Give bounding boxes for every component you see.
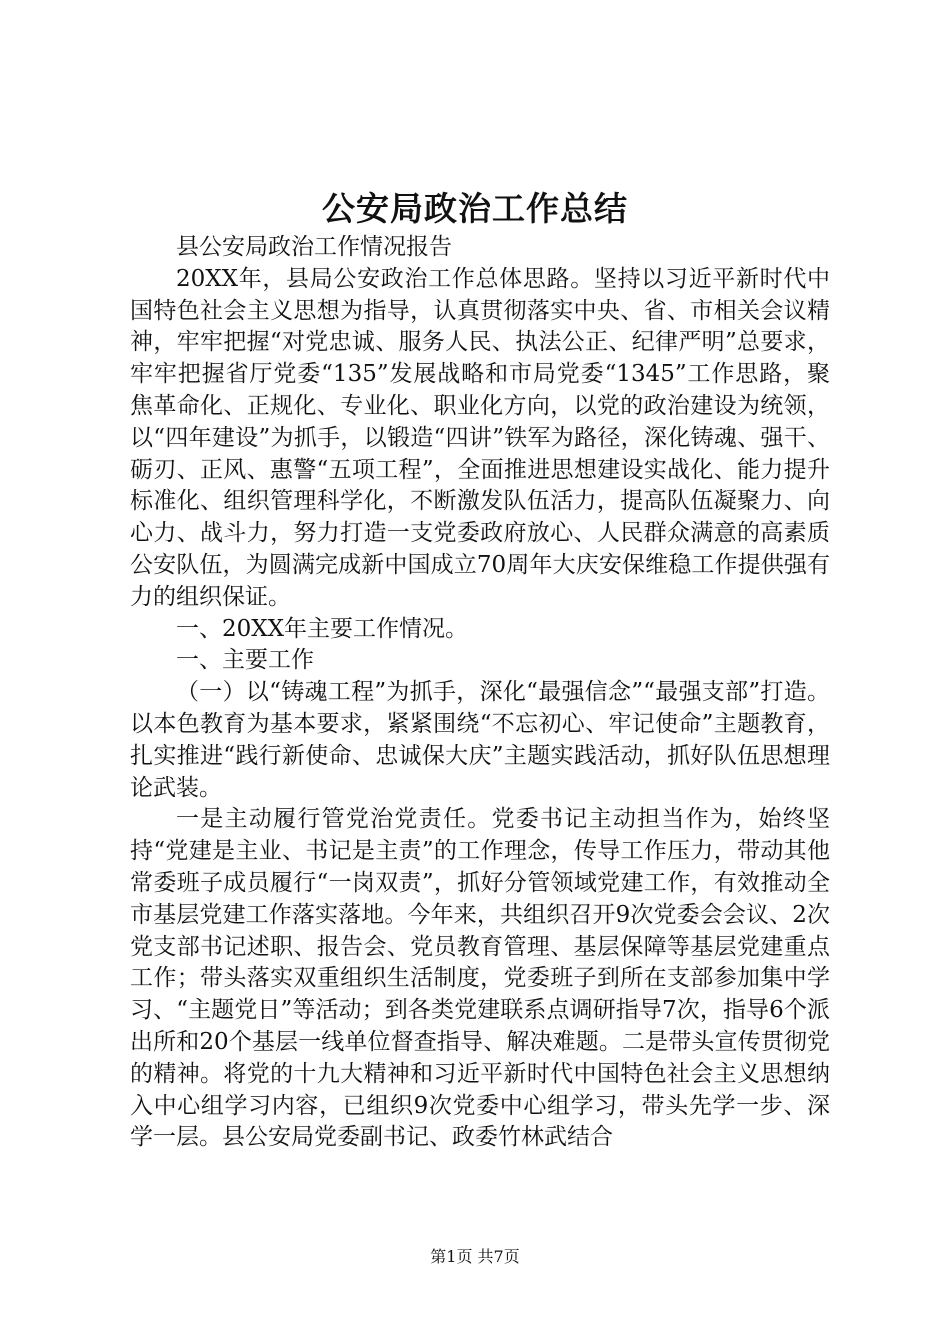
body-paragraph: 一是主动履行管党治党责任。党委书记主动担当作为，始终坚持“党建是主业、书记是主责”的工作理念，传导工作压力，带动其他常委班子成员履行“一岗双责”，抓好分管领域党建工作，有效推动全市基层党建工作落实落地。今年来，共组织召开9次党委会会议、2次党支部书记述职、报告会、党员教育管理、基层保障等基层党建重点工作；带头落实双重组织生活制度，党委班子到所在支部参加集中学习、“主题党日”等活动；到各类党建联系点调研指导7次，指导6个派出所和20个基层一线单位督查指导、解决难题。二是带头宣传贯彻党的精神。将党的十九大精神和习近平新时代中国特色社会主义思想纳入中心组学习内容，已组织9次党委中心组学习，带头先学一步、深学一层。县公安局党委副书记、政委竹林武结合 xyxy=(130,806,830,1151)
subtitle-paragraph: 县公安局政治工作情况报告 xyxy=(176,234,452,260)
document-body xyxy=(130,232,830,1154)
section-heading: 一、主要工作 xyxy=(176,647,314,674)
body-paragraph: 20XX年，县局公安政治工作总体思路。坚持以习近平新时代中国特色社会主义思想为指导，认真贯彻落实中央、省、市相关会议精神，牢牢把握“对党忠诚、服务人民、执法公正、纪律严明”总要求，牢牢把握省厅党委“135”发展战略和市局党委“1345”工作思路，聚焦革命化、正规化、专业化、职业化方向，以党的政治建设为统领，以“四年建设”为抓手，以锻造“四讲”铁军为路径，深化铸魂、强干、砺刃、正风、惠警“五项工程”，全面推进思想建设实战化、能力提升标准化、组织管理科学化，不断激发队伍活力，提高队伍凝聚力、向心力、战斗力，努力打造一支党委政府放心、人民群众满意的高素质公安队伍，为圆满完成新中国成立70周年大庆安保维稳工作提供强有力的组织保证。 xyxy=(130,265,830,610)
section-heading: 一、20XX年主要工作情况。 xyxy=(176,615,469,642)
document-title: 公安局政治工作总结 xyxy=(322,189,628,228)
body-paragraph: （一）以“铸魂工程”为抓手，深化“最强信念”“最强支部”打造。以本色教育为基本要求，紧紧围绕“不忘初心、牢记使命”主题教育，扎实推进“践行新使命、忠诚保大庆”主题实践活动，抓好队伍思想理论武装。 xyxy=(130,679,830,801)
page-footer: 第1页 共7页 xyxy=(430,1247,520,1266)
